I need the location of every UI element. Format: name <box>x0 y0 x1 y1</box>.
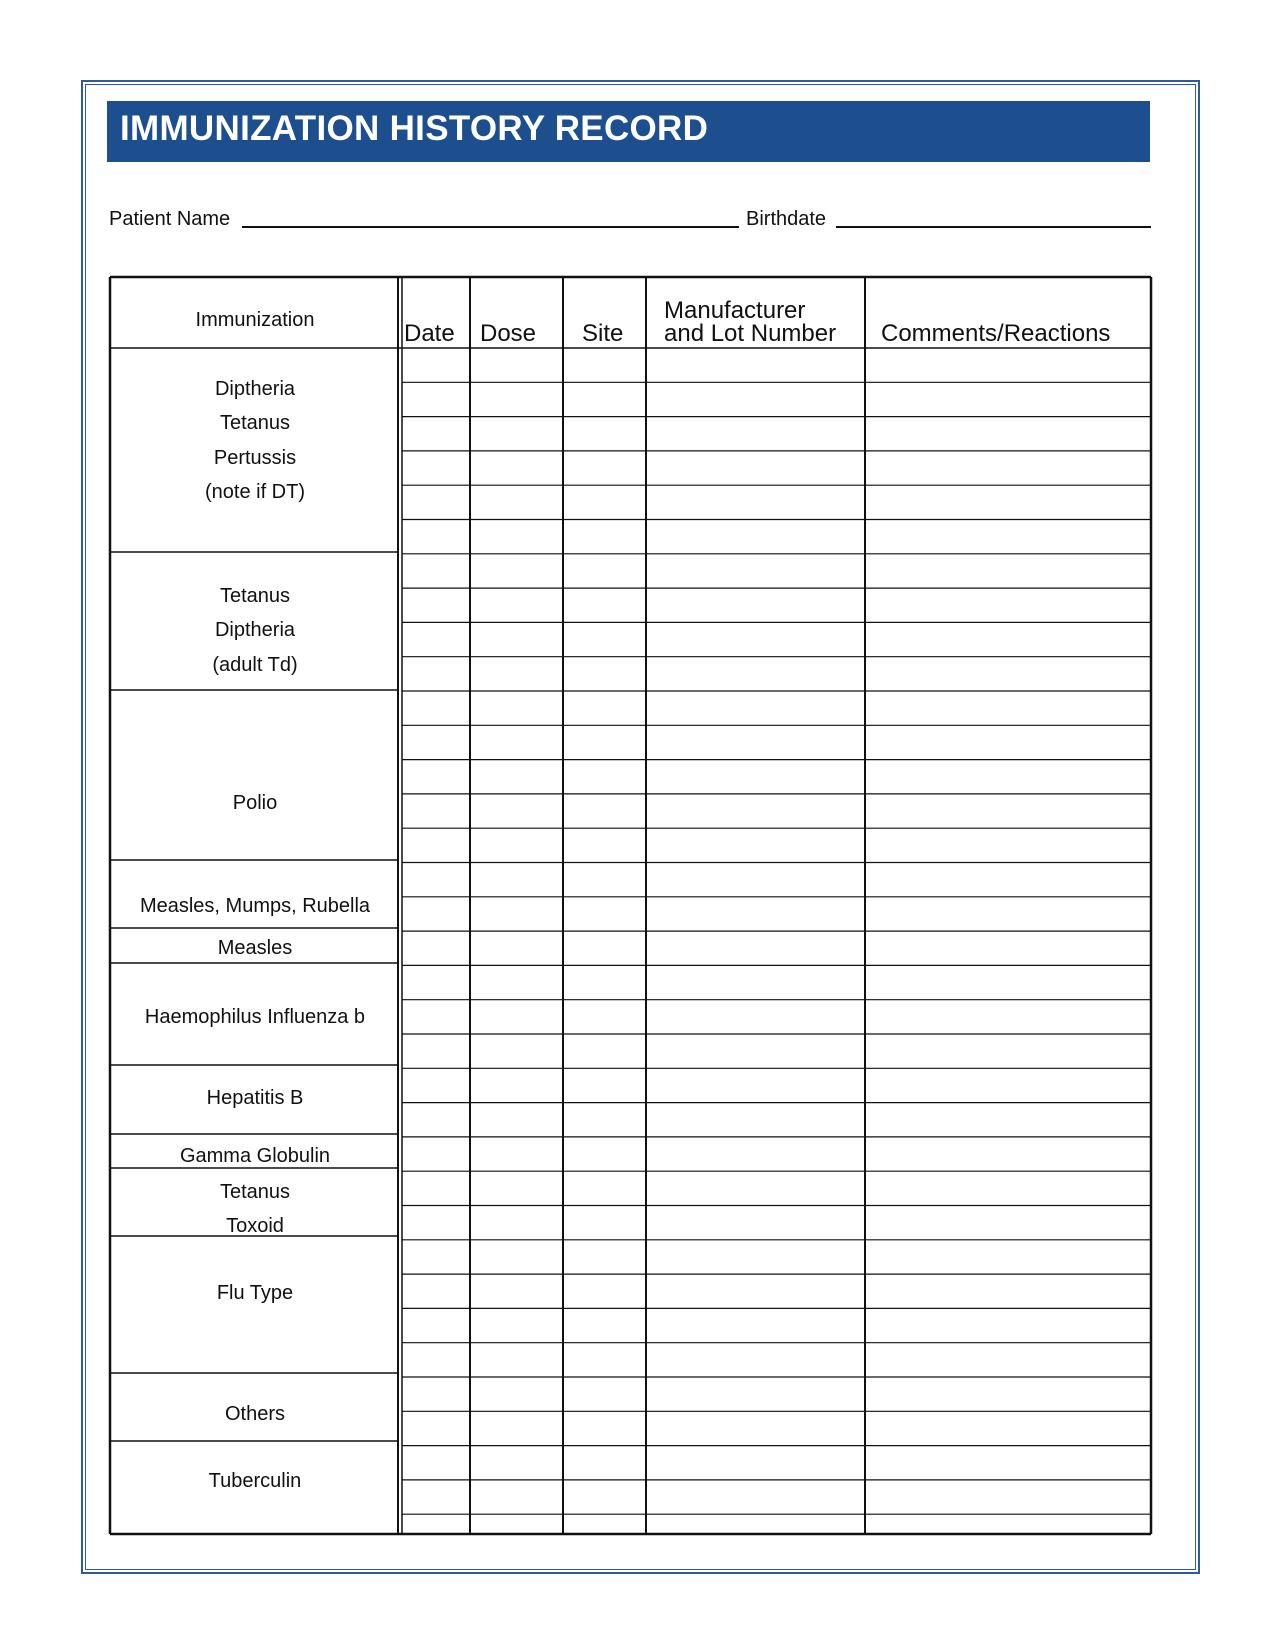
birthdate-label: Birthdate <box>746 208 827 230</box>
immunization-label: Tetanus <box>219 1181 291 1203</box>
immunization-label: Tuberculin <box>208 1470 302 1492</box>
immunization-label: Pertussis <box>213 446 297 469</box>
immunization-label: Polio <box>232 792 278 814</box>
immunization-group-tetanus-toxoid <box>110 1175 400 1244</box>
immunization-group-hepatitis-b <box>110 1081 400 1115</box>
immunization-label: Diptheria <box>214 378 296 400</box>
header-site: Site <box>582 320 624 347</box>
immunization-group-tuberculin <box>110 1464 400 1498</box>
immunization-group-mmr <box>110 889 400 923</box>
immunization-group-polio <box>110 786 400 820</box>
immunization-label: (note if DT) <box>204 480 306 503</box>
page-title: IMMUNIZATION HISTORY RECORD <box>120 109 709 148</box>
header-comments-reactions: Comments/Reactions <box>881 320 1111 347</box>
immunization-label: Measles, Mumps, Rubella <box>139 895 371 917</box>
immunization-group-hib <box>110 1000 400 1034</box>
immunization-group-gamma-globulin <box>110 1139 400 1173</box>
immunization-group-dtp <box>110 372 400 509</box>
immunization-label: Toxoid <box>226 1215 284 1238</box>
immunization-label: Haemophilus Influenza b <box>144 1006 366 1028</box>
immunization-group-others <box>110 1397 400 1431</box>
immunization-group-measles <box>110 931 400 965</box>
header-date: Date <box>404 320 455 347</box>
header-dose: Dose <box>480 320 537 347</box>
immunization-label: Flu Type <box>216 1282 294 1304</box>
immunization-label: (adult Td) <box>212 653 298 676</box>
immunization-label: Measles <box>217 937 293 959</box>
immunization-label: Hepatitis B <box>206 1087 304 1109</box>
immunization-label: Tetanus <box>219 585 291 607</box>
patient-name-label: Patient Name <box>109 208 231 230</box>
immunization-group-td <box>110 579 400 682</box>
header-manufacturer-line2: and Lot Number <box>664 320 837 347</box>
immunization-label: Gamma Globulin <box>179 1145 331 1167</box>
header-manufacturer-line1: Manufacturer <box>664 297 806 324</box>
immunization-label: Diptheria <box>214 619 296 642</box>
immunization-label: Tetanus <box>219 412 291 435</box>
immunization-label: Others <box>224 1403 286 1425</box>
immunization-group-flu <box>110 1276 400 1310</box>
header-immunization: Immunization <box>195 309 315 331</box>
